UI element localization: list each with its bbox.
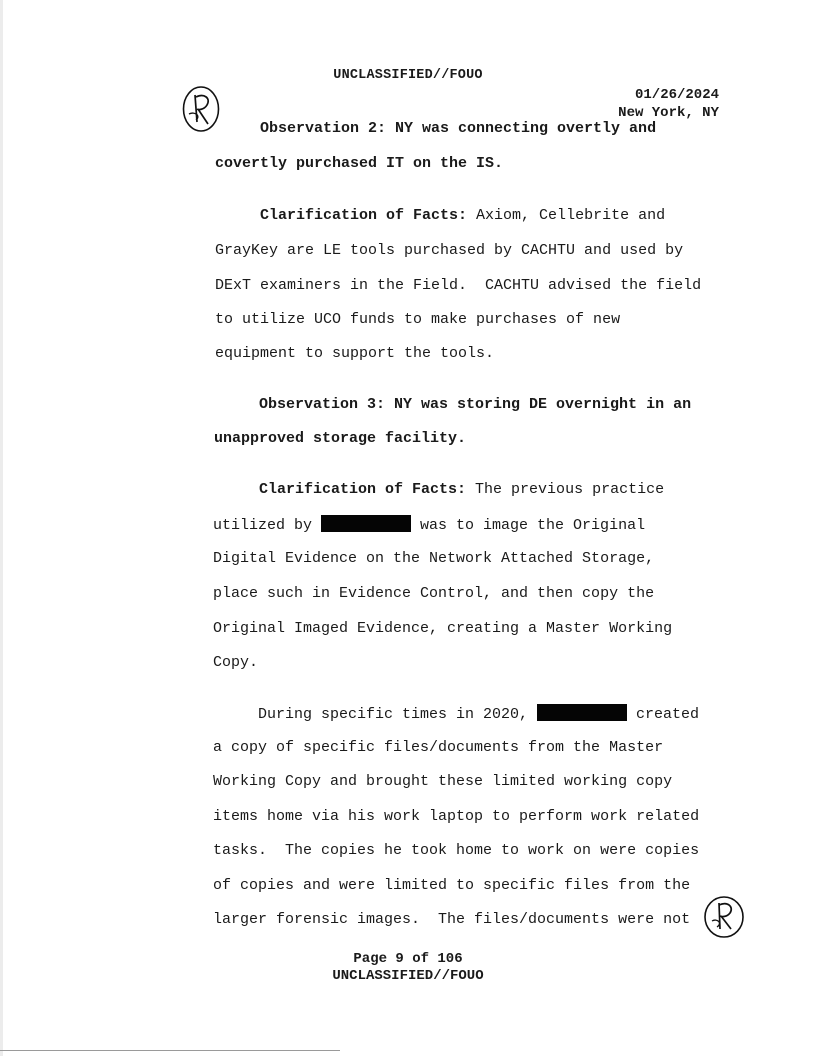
- clarification-2-line-2: utilized by was to image the Original: [213, 517, 646, 534]
- paragraph-3-line-2: a copy of specific files/documents from the Master: [213, 739, 664, 756]
- clarification-1-label: Clarification of Facts:: [260, 207, 468, 224]
- redaction-box: [537, 704, 627, 721]
- scan-edge-bottom: [0, 1050, 340, 1051]
- classification-footer: UNCLASSIFIED//FOUO: [332, 968, 484, 984]
- paragraph-3-line-5: tasks. The copies he took home to work on were copies: [213, 842, 700, 859]
- redaction-box: [321, 515, 411, 532]
- observation-3-heading: Observation 3: NY was storing DE overnight in an: [259, 396, 692, 413]
- paragraph-3-line-4: items home via his work laptop to perform work related: [213, 808, 700, 825]
- scan-edge-left: [0, 0, 3, 1056]
- page-number: Page 9 of 106: [353, 951, 463, 967]
- clarification-2-line-5: Original Imaged Evidence, creating a Master Working: [213, 620, 673, 637]
- paragraph-3-line-7: larger forensic images. The files/documents were not: [213, 911, 691, 928]
- observation-2-heading: Observation 2: NY was connecting overtly and: [260, 120, 657, 137]
- paragraph-3-line-1: During specific times in 2020, created: [258, 706, 700, 723]
- document-location: New York, NY: [618, 105, 719, 121]
- handwritten-initials-icon: [702, 893, 748, 941]
- clarification-1-line-1: Clarification of Facts: Axiom, Cellebrite and: [260, 207, 666, 224]
- clarification-1-line-3: DExT examiners in the Field. CACHTU advised the field: [215, 277, 702, 294]
- clarification-1-line-5: equipment to support the tools.: [215, 345, 495, 362]
- clarification-2-line-1: Clarification of Facts: The previous practice: [259, 481, 665, 498]
- clarification-1-line-4: to utilize UCO funds to make purchases of new: [215, 311, 621, 328]
- observation-2-heading-cont: covertly purchased IT on the IS.: [215, 155, 504, 172]
- clarification-1-line-2: GrayKey are LE tools purchased by CACHTU and used by: [215, 242, 684, 259]
- paragraph-3-line-6: of copies and were limited to specific files from the: [213, 877, 691, 894]
- clarification-2-line-3: Digital Evidence on the Network Attached Storage,: [213, 550, 655, 567]
- handwritten-initials-icon: [181, 84, 223, 134]
- observation-3-heading-cont: unapproved storage facility.: [214, 430, 467, 447]
- classification-header: UNCLASSIFIED//FOUO: [333, 68, 483, 83]
- paragraph-3-line-3: Working Copy and brought these limited working copy: [213, 773, 673, 790]
- clarification-2-line-6: Copy.: [213, 654, 259, 671]
- clarification-2-label: Clarification of Facts:: [259, 481, 467, 498]
- clarification-2-line-4: place such in Evidence Control, and then copy the: [213, 585, 655, 602]
- document-date: 01/26/2024: [634, 87, 719, 103]
